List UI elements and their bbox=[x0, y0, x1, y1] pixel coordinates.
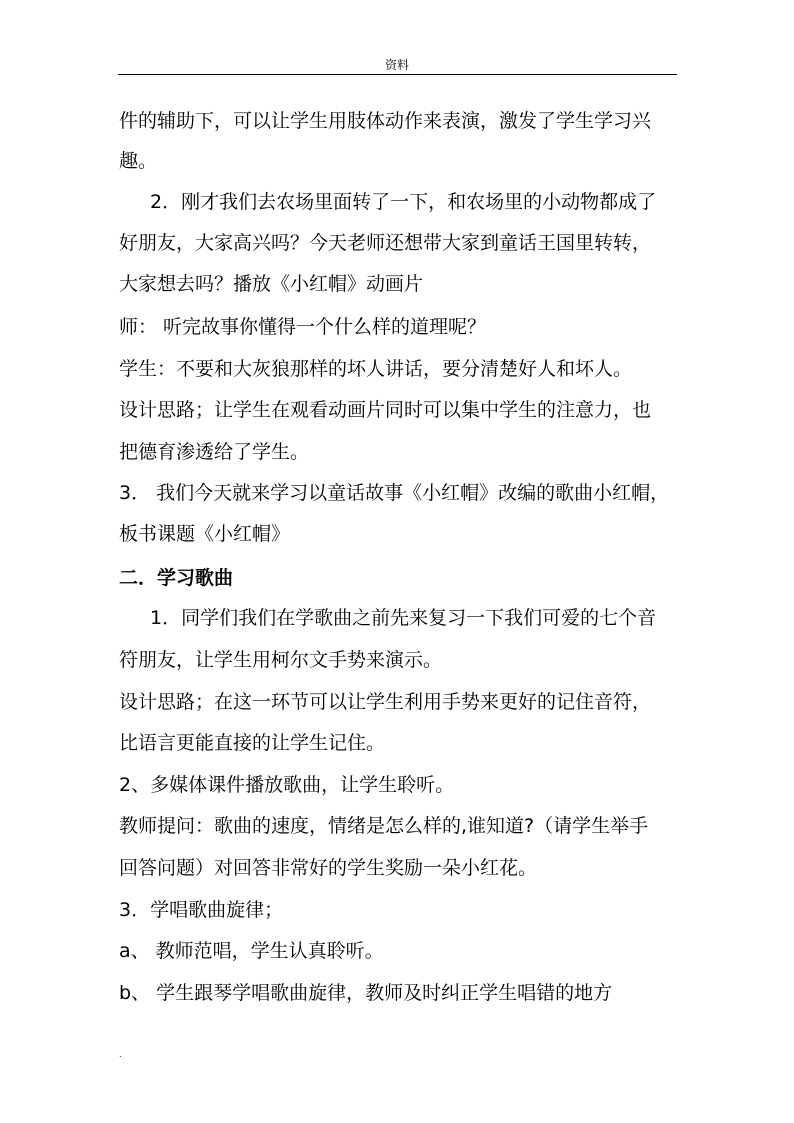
paragraph-line: 板书课题《小红帽》 bbox=[119, 523, 291, 545]
paragraph-line: b、 学生跟琴学唱歌曲旋律，教师及时纠正学生唱错的地方 bbox=[119, 982, 613, 1004]
paragraph-line: 师： 听完故事你懂得一个什么样的道理呢？ bbox=[119, 316, 487, 338]
paragraph-line: 件的辅助下，可以让学生用肢体动作来表演，激发了学生学习兴 bbox=[119, 110, 652, 132]
paragraph-line: 回答问题）对回答非常好的学生奖励一朵小红花。 bbox=[119, 857, 538, 879]
header-title: 资料 bbox=[384, 58, 409, 72]
paragraph-line: 设计思路；让学生在观看动画片同时可以集中学生的注意力，也 bbox=[119, 399, 652, 421]
paragraph-line: a、 教师范唱，学生认真聆听。 bbox=[119, 940, 384, 962]
paragraph-line: 比语言更能直接的让学生记住。 bbox=[119, 732, 386, 754]
paragraph-line: 2．刚才我们去农场里面转了一下，和农场里的小动物都成了 bbox=[150, 191, 657, 213]
paragraph-line: 教师提问：歌曲的速度，情绪是怎么样的,谁知道?（请学生举手 bbox=[119, 815, 649, 837]
paragraph-line: 趣。 bbox=[119, 150, 158, 172]
paragraph-line: 2、多媒体课件播放歌曲，让学生聆听。 bbox=[119, 774, 455, 796]
paragraph-line: 大家想去吗？播放《小红帽》动画片 bbox=[119, 273, 424, 295]
paragraph-line: 3． 我们今天就来学习以童话故事《小红帽》改编的歌曲小红帽， bbox=[119, 482, 670, 504]
header-divider bbox=[118, 74, 677, 75]
paragraph-line: 符朋友，让学生用柯尔文手势来演示。 bbox=[119, 649, 443, 671]
section-heading: 二．学习歌曲 bbox=[119, 567, 234, 589]
footer-mark: . bbox=[119, 1050, 122, 1059]
paragraph-line: 3．学唱歌曲旋律； bbox=[119, 899, 284, 921]
paragraph-line: 1．同学们我们在学歌曲之前先来复习一下我们可爱的七个音 bbox=[150, 607, 657, 629]
paragraph-line: 设计思路；在这一环节可以让学生利用手势来更好的记住音符， bbox=[119, 691, 652, 713]
paragraph-line: 学生：不要和大灰狼那样的坏人讲话，要分清楚好人和坏人。 bbox=[119, 358, 633, 380]
paragraph-line: 把德育渗透给了学生。 bbox=[119, 441, 310, 463]
paragraph-line: 好朋友，大家高兴吗？今天老师还想带大家到童话王国里转转， bbox=[119, 232, 652, 254]
